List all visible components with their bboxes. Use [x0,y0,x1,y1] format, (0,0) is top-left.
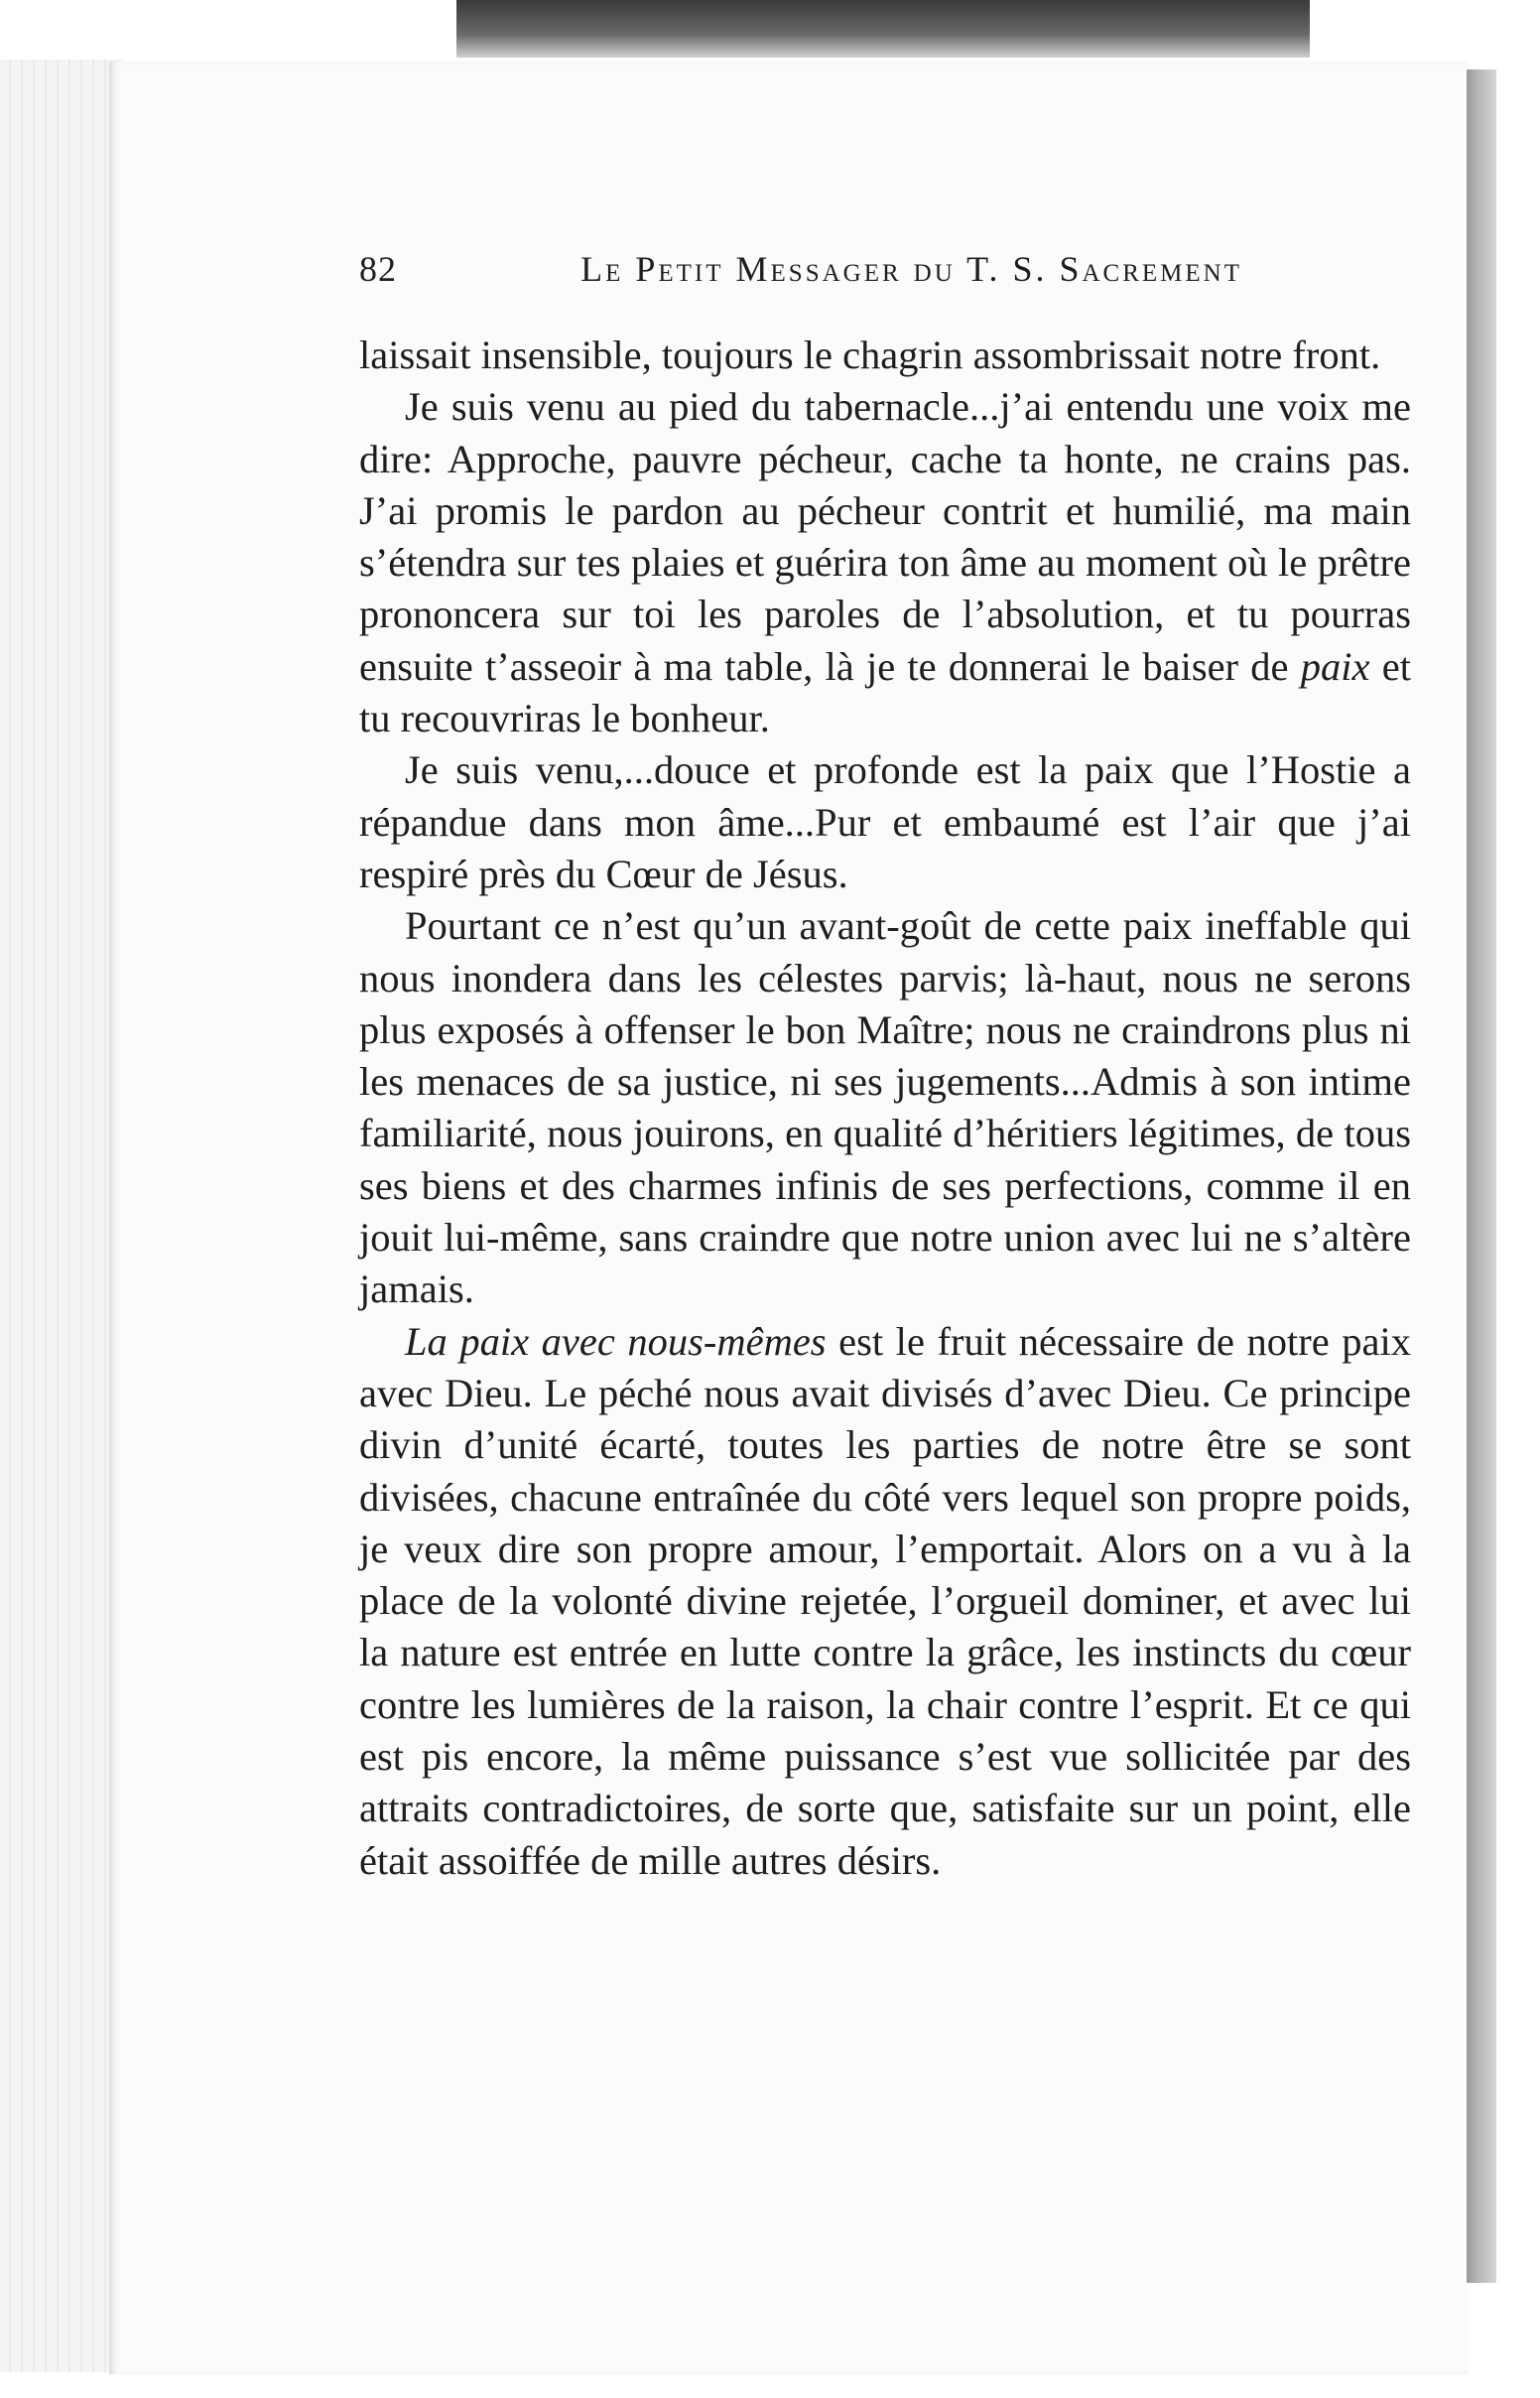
text-run: est le fruit nécessaire de notre paix avec Dieu. Le péché nous avait divisés d’avec Dieu. Ce principe divin d’unité écarté, toutes les parties de notre être se sont divisées, chacune entraînée du côté vers lequel son propre poids, je veux dire son propre amour, l’emportait. Alors on a vu à la place de la volonté divine rejetée, l’orgueil dominer, et avec lui la nature est entrée en lutte contre la grâce, les instincts du cœur contre les lumières de la raison, la chair contre l’esprit. Et ce qui est pis encore, la même puissance s’est vue sollicitée par des attraits contradictoires, de sorte que, satisfaite sur un point, elle était assoiffée de mille autres désirs. [359,1318,1411,1883]
scan-top-edge [456,0,1310,58]
next-page-edge [1467,69,1496,2283]
paragraph [359,381,1411,744]
paragraph [359,330,1411,381]
page-stack-edge [0,60,124,2372]
page-number: 82 [359,249,397,289]
running-head [359,248,1242,290]
paragraph [359,1316,1411,1887]
text-run: laissait insensible, toujours le chagrin assombrissait notre front. [359,333,1381,377]
text-run: Je suis venu au pied du tabernacle...j’ai entendu une voix me dire: Approche, pauvre pécheur, cache ta honte, ne crains pas. J’ai promis le pardon au pécheur contrit et humilié, ma main s’étendra sur tes plaies et guérira ton âme au moment où le prêtre prononcera sur toi les paroles de l’absolution, et tu pourras ensuite t’asseoir à ma table, là je te donnerai le baiser de [359,384,1411,689]
italic-text: paix [1300,643,1370,689]
body-text [359,330,1411,1887]
paragraph [359,744,1411,900]
running-title: Le Petit Messager du T. S. Sacrement [580,249,1242,289]
italic-text: La paix avec nous-mêmes [405,1318,827,1364]
text-run: Je suis venu,...douce et profonde est la paix que l’Hostie a répandue dans mon âme...Pur et embaumé est l’air que j’ai respiré près du Cœur de Jésus. [359,747,1411,896]
text-run: Pourtant ce n’est qu’un avant-goût de cette paix ineffable qui nous inondera dans les célestes parvis; là-haut, nous ne serons plus exposés à offenser le bon Maître; nous ne craindrons plus ni les menaces de sa justice, ni ses jugements...Admis à son intime familiarité, nous jouirons, en qualité d’héritiers légitimes, de tous ses biens et des charmes infinis de ses perfections, comme il en jouit lui-même, sans craindre que notre union avec lui ne s’altère jamais. [359,903,1411,1312]
text-run: et tu recouvriras le bonheur. [359,643,1411,741]
paragraph [359,900,1411,1315]
right-margin [1496,69,1540,2398]
